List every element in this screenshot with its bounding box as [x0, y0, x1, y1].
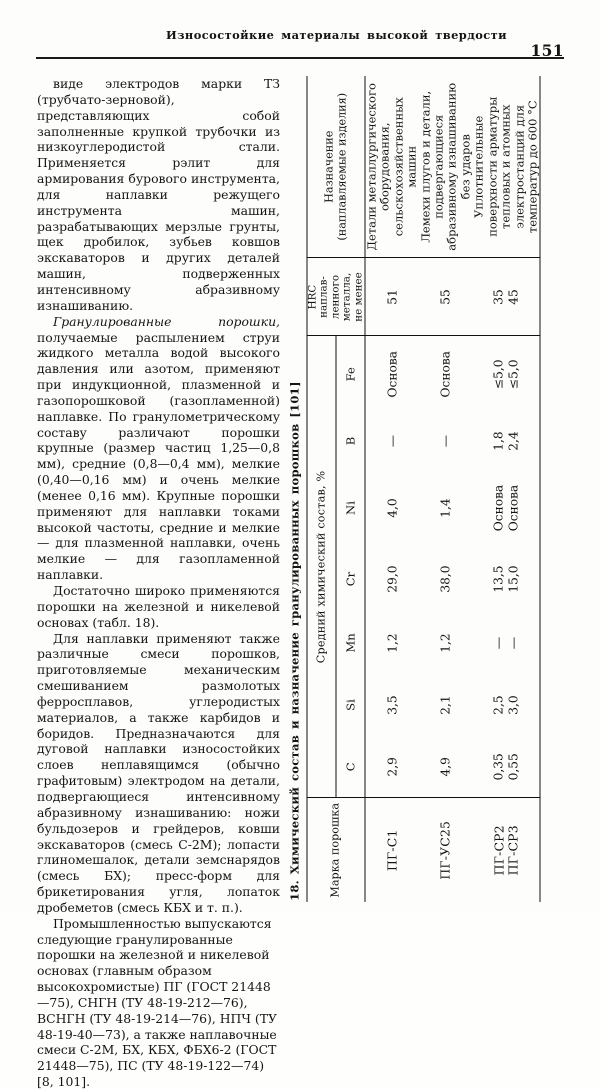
- value-line: 2,5: [491, 695, 506, 715]
- col-header-hrc: [307, 258, 365, 336]
- value-line: 45: [505, 289, 520, 305]
- table-row: [365, 76, 419, 902]
- table-rotation-container: [287, 76, 570, 902]
- cell-si: 2,1: [438, 695, 453, 715]
- header-rule: [36, 57, 564, 59]
- value-line: —: [504, 636, 520, 650]
- body-text-column: [37, 76, 280, 1090]
- cell-cr: [472, 546, 540, 612]
- cell-mn: 1,2: [384, 633, 399, 653]
- cell-brand: [419, 798, 473, 902]
- paragraph-2-italic-lead: Гранулированные порошки,: [53, 313, 280, 329]
- table-caption: 18. Химический состав и назначение гранулированных порошков [101]: [287, 381, 301, 901]
- paragraph-2: [37, 314, 280, 583]
- cell-ni: 4,0: [384, 498, 399, 518]
- cell-cr: 38,0: [438, 565, 453, 593]
- value-line: 2,4: [505, 431, 520, 451]
- header-row-group: [307, 76, 336, 902]
- table-row: [472, 76, 540, 902]
- cell-purpose: Детали металлургического оборудования, сельскохозяйственных машин: [364, 83, 419, 251]
- brand-line: ПГ-СР2: [490, 825, 506, 876]
- brand-line: ПГ-С1: [383, 829, 399, 872]
- cell-b: —: [384, 434, 399, 448]
- page-number: 151: [530, 41, 564, 60]
- value-line: ≤5,0: [491, 359, 506, 390]
- col-header-fe: Fe: [336, 336, 365, 412]
- col-header-si: Si: [336, 674, 365, 736]
- col-header-purpose-main: Назначение: [321, 130, 335, 203]
- value-line: 13,5: [491, 565, 506, 593]
- value-line: —: [490, 636, 506, 650]
- cell-si: 3,5: [384, 695, 399, 715]
- cell-ni: 1,4: [438, 498, 453, 518]
- paragraph-4: Для наплавки применяют также различные смеси порошков, приготовляемые механическим смешиванием размолотых ферросплавов, углеродистых материалов, а также карбидов и боридов. Предназначаются для дуговой наплавки износостойких слоев неплавящимся (обычно графитовым) электродом на детали, подвергающиеся интенсивному абразивному изнашиванию: ножи бульдозеров и грейдеров, ковши экскаваторов (смесь С-2М); лопасти глиномешалок, детали земснарядов (смесь БХ); пресс-форм для брикетирования угля, лопаток дробеметов (смесь КБХ и т. п.).: [37, 630, 280, 915]
- cell-purpose: Уплотнительные поверхности арматуры тепловых и атомных электростанций для температур до 600 °С: [472, 76, 540, 258]
- value-line: ≤5,0: [505, 359, 520, 390]
- value-line: 3,0: [505, 695, 520, 715]
- cell-brand: [472, 798, 540, 902]
- hrc-line-4: металла,: [340, 272, 353, 322]
- col-header-purpose: [307, 76, 365, 258]
- col-header-c: C: [336, 736, 365, 798]
- cell-fe: Основа: [438, 351, 453, 398]
- value-line: 0,35: [491, 753, 506, 781]
- cell-ni: [472, 470, 540, 546]
- cell-c: 2,9: [384, 757, 399, 777]
- cell-hrc: 55: [419, 258, 473, 336]
- value-line: Основа: [505, 484, 520, 532]
- rotated-table-region: [287, 76, 570, 902]
- table-head: [307, 76, 365, 902]
- paragraph-3: Достаточно широко применяются порошки на железной и никелевой основах (табл. 18).: [37, 583, 280, 630]
- hrc-line-3: ленного: [328, 274, 341, 320]
- cell-mn: 1,2: [438, 633, 453, 653]
- running-head-title: Износостойкие материалы высокой твердости: [166, 28, 508, 42]
- cell-hrc: [472, 258, 540, 336]
- cell-c: 4,9: [438, 757, 453, 777]
- cell-si: [472, 674, 540, 736]
- cell-brand: [365, 798, 419, 902]
- cell-b: —: [438, 434, 453, 448]
- brand-line: ПГ-СР3: [504, 825, 520, 876]
- cell-purpose: Лемехи плугов и детали, подвергающиеся абразивному изнашиванию без ударов: [417, 82, 472, 251]
- col-header-purpose-sub: (наплавляемые изделия): [334, 92, 348, 241]
- cell-c: [472, 736, 540, 798]
- value-line: 0,55: [505, 753, 520, 781]
- col-header-brand: Марка порошка: [307, 798, 365, 902]
- col-header-composition-group: Средний химический состав, %: [307, 336, 336, 798]
- powders-table: [306, 76, 540, 902]
- value-line: 15,0: [505, 565, 520, 593]
- cell-mn: [472, 612, 540, 674]
- cell-fe: Основа: [384, 351, 399, 398]
- col-header-cr: Cr: [336, 546, 365, 612]
- running-head: [36, 28, 564, 60]
- table-body: [365, 76, 540, 902]
- col-header-mn: Mn: [336, 612, 365, 674]
- table-row: [419, 76, 473, 902]
- brand-line: ПГ-УС25: [437, 820, 453, 880]
- col-header-ni: Ni: [336, 470, 365, 546]
- cell-b: [472, 412, 540, 470]
- cell-cr: 29,0: [384, 565, 399, 593]
- hrc-line-2: наплав-: [317, 276, 330, 318]
- cell-hrc: 51: [365, 258, 419, 336]
- paragraph-1: виде электродов марки ТЗ (трубчато-зерновой), представляющих собой заполненные крупкой трубочки из низкоуглеродистой стали. Применяется рэлит для армирования бурового инструмента, для наплавки режущего инструмента машин, разрабатывающих мерзлые грунты, щек дробилок, зубьев ковшов экскаваторов и других деталей машин, подверженных интенсивному абразивному изнашиванию.: [37, 76, 280, 313]
- hrc-line-1: HRC: [306, 284, 318, 310]
- cell-fe: [472, 336, 540, 412]
- value-line: 35: [491, 289, 506, 305]
- hrc-line-5: не менее: [351, 272, 364, 322]
- col-header-b: B: [336, 412, 365, 470]
- value-line: 1,8: [491, 431, 506, 451]
- paragraph-5: Промышленностью выпускаются следующие гранулированные порошки на железной и никелевой основах (главным образом высокохромистые) ПГ (ГОСТ 21448—75), СНГН (ТУ 48-19-212—76), ВСНГН (ТУ 48-19-214—76), НПЧ (ТУ 48-19-40—73), а также наплавочные смеси С-2М, БХ, КБХ, ФБХ6-2 (ГОСТ 21448—75), ПС (ТУ 48-19-122—74) [8, 101].: [37, 915, 277, 1090]
- paragraph-2-text: получаемые распылением струи жидкого металла водой высокого давления или азотом, применяют при индукционной, плазменной и газопорошковой (газопламенной) наплавке. По гранулометрическому составу различают порошки крупные (размер частиц 1,25—0,8 мм), средние (0,8—0,4 мм), мелкие (0,40—0,16 мм) и очень мелкие (менее 0,16 мм). Крупные порошки применяют для наплавки токами высокой частоты, средние и мелкие — для плазменной наплавки, очень мелкие — для газопламенной наплавки.: [37, 329, 280, 583]
- value-line: Основа: [491, 484, 506, 532]
